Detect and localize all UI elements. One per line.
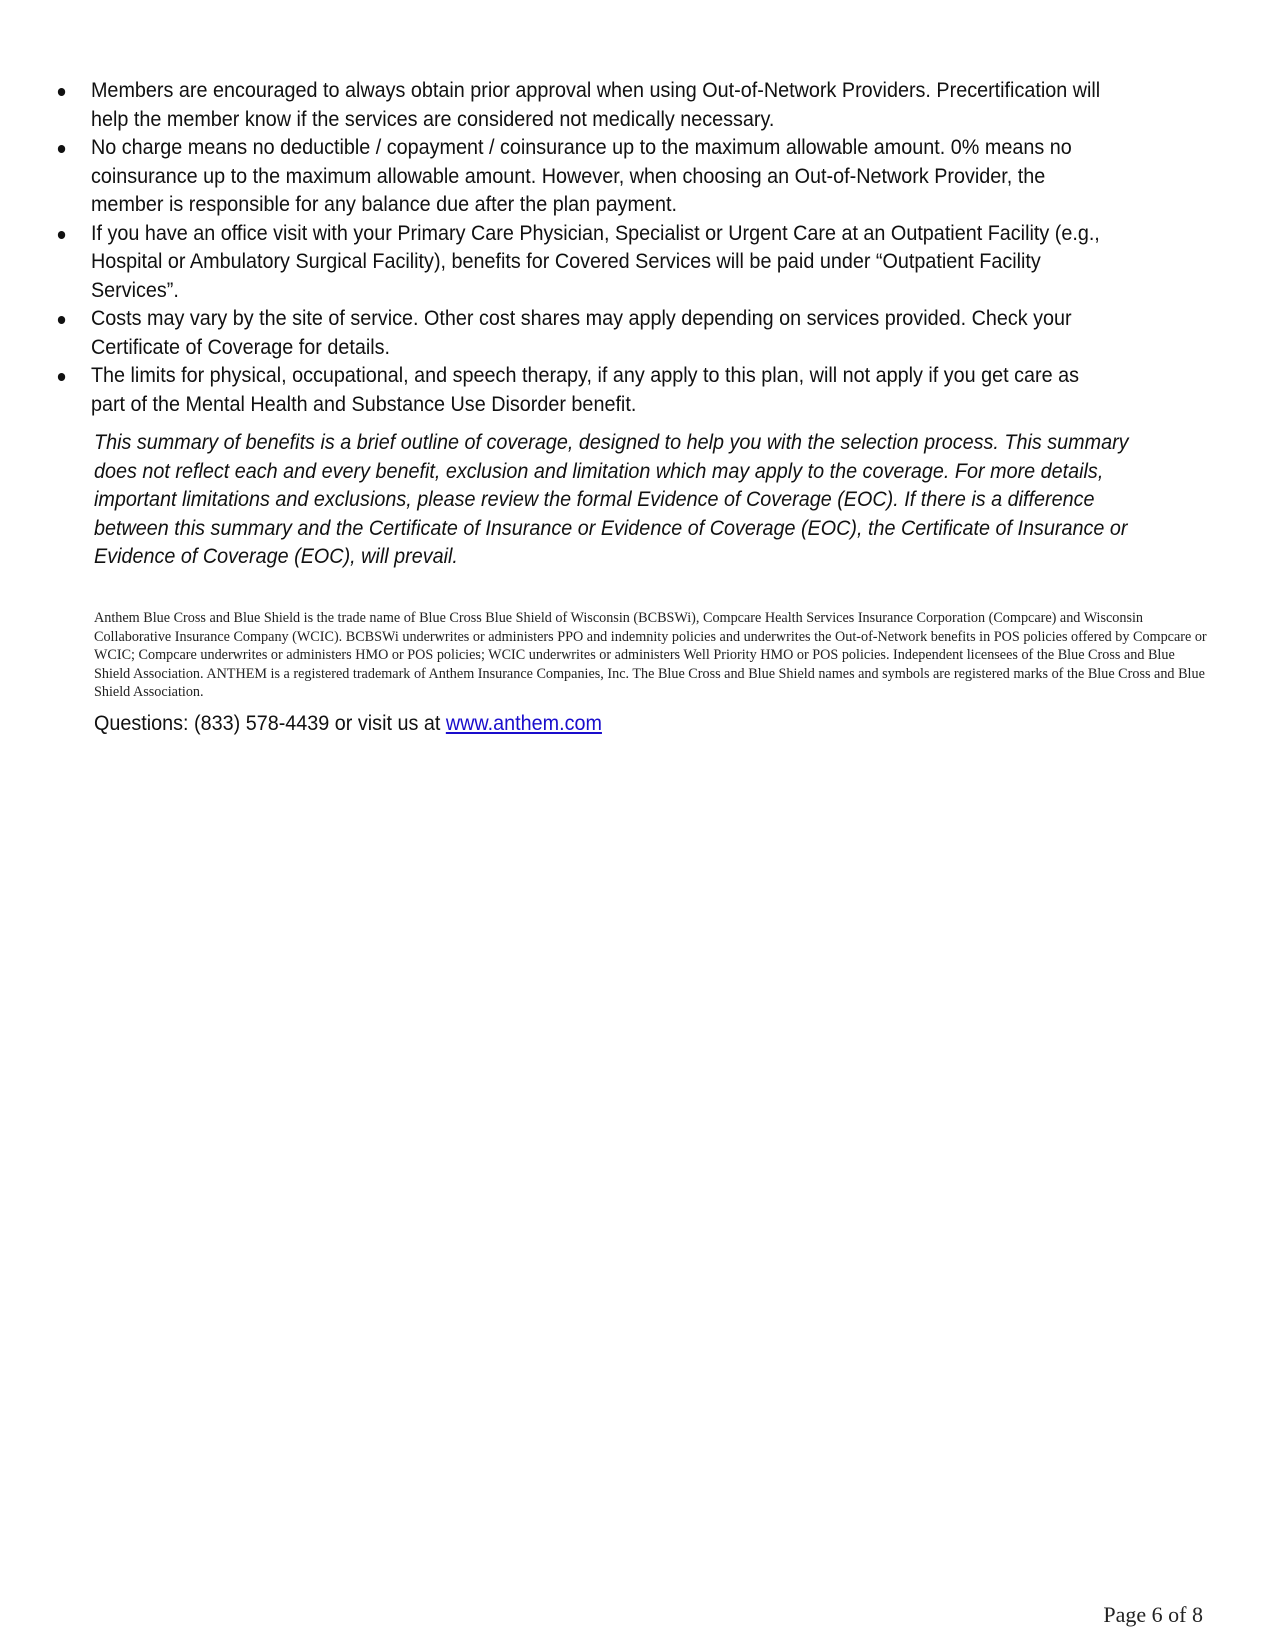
bullet-text: If you have an office visit with your Primary Care Physician, Specialist or Urgent Care at an Outpatient Facility (e.g., Hospital or Ambulatory Surgical Facility), benefits for Covered Services will be paid under “Outpatient Facility Services”. (90, 220, 1100, 302)
questions-contact-line (94, 709, 602, 737)
bullet-icon (58, 316, 65, 324)
list-item (56, 361, 1114, 418)
list-item (56, 133, 1114, 219)
bullet-text: Members are encouraged to always obtain prior approval when using Out-of-Network Providers. Precertification will help the member know if the services are considered not medically necessary. (90, 78, 1101, 131)
list-item (56, 304, 1114, 361)
bullet-icon (58, 145, 65, 153)
bullet-icon (58, 373, 65, 381)
legal-notice: Anthem Blue Cross and Blue Shield is the trade name of Blue Cross Blue Shield of Wisconsin (BCBSWi), Compcare Health Services Insurance Corporation (Compcare) and Wisconsin Collaborative Insurance Company (WCIC). BCBSWi underwrites or administers PPO and indemnity policies and underwrites the Out-of-Network benefits in POS policies offered by Compcare or WCIC; Compcare underwrites or administers HMO or POS policies; WCIC underwrites or administers Well Priority HMO or POS policies. Independent licensees of the Blue Cross and Blue Shield Association. ANTHEM is a registered trademark of Anthem Insurance Companies, Inc. The Blue Cross and Blue Shield names and symbols are registered marks of the Blue Cross and Blue Shield Association. (94, 610, 1207, 700)
list-item (56, 219, 1114, 305)
bullet-text: The limits for physical, occupational, and speech therapy, if any apply to this plan, will not apply if you get care as part of the Mental Health and Substance Use Disorder benefit. (90, 363, 1080, 416)
notes-bullet-list (56, 76, 1114, 418)
bullet-text: No charge means no deductible / copayment / coinsurance up to the maximum allowable amount. 0% means no coinsurance up to the maximum allowable amount. However, when choosing an Out-of-Network Provider, the member is responsible for any balance due after the plan payment. (90, 135, 1072, 216)
bullet-icon (58, 231, 65, 239)
summary-disclaimer: This summary of benefits is a brief outline of coverage, designed to help you with the selection process. This summary does not reflect each and every benefit, exclusion and limitation which may apply to the coverage. For more details, important limitations and exclusions, please review the formal Evidence of Coverage (EOC). If there is a difference between this summary and the Certificate of Insurance or Evidence of Coverage (EOC), the Certificate of Insurance or Evidence of Coverage (EOC), will prevail. (94, 430, 1129, 568)
questions-text: Questions: (833) 578-4439 or visit us at (94, 711, 446, 735)
list-item (56, 76, 1114, 133)
page-number: Page 6 of 8 (1103, 1602, 1203, 1627)
bullet-icon (58, 88, 65, 96)
bullet-text: Costs may vary by the site of service. Other cost shares may apply depending on services provided. Check your Certificate of Coverage for details. (90, 306, 1072, 359)
anthem-website-link[interactable]: www.anthem.com (445, 711, 602, 735)
